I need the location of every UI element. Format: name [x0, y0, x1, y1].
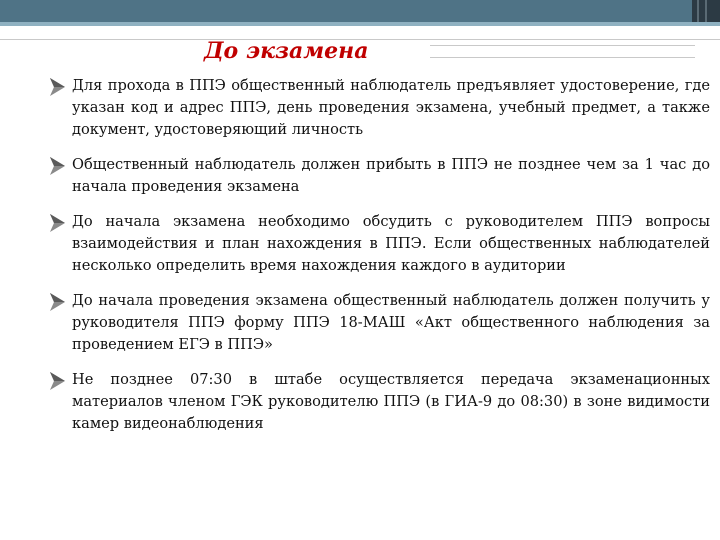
header-accent-line	[0, 22, 720, 26]
header-bar	[0, 0, 720, 22]
arrow-bullet-icon	[48, 292, 68, 312]
arrow-bullet-icon	[48, 77, 68, 97]
bullet-item	[46, 75, 710, 141]
bullet-text: До начала экзамена необходимо обсудить с руководителем ППЭ вопросы взаимодействия и план нахождения в ППЭ. Если общественных наблюдателей несколько определить время нахождения каждого в аудитории	[72, 213, 710, 274]
bullet-item	[46, 290, 710, 356]
arrow-bullet-icon	[48, 156, 68, 176]
bullet-item	[46, 369, 710, 435]
arrow-bullet-icon	[48, 371, 68, 391]
bullet-text: Не позднее 07:30 в штабе осуществляется передача экзаменационных материалов членом ГЭК руководителю ППЭ (в ГИА-9 до 08:30) в зоне видимости камер видеонаблюдения	[72, 371, 710, 432]
header-bar-stripe	[705, 0, 707, 22]
bullet-list	[46, 75, 710, 448]
bullet-text: До начала проведения экзамена общественный наблюдатель должен получить у руководителя ППЭ форму ППЭ 18-МАШ «Акт общественного наблюдения за проведением ЕГЭ в ППЭ»	[72, 292, 710, 353]
bullet-item	[46, 211, 710, 277]
bullet-text: Для прохода в ППЭ общественный наблюдатель предъявляет удостоверение, где указан код и адрес ППЭ, день проведения экзамена, учебный предмет, а также документ, удостоверяющий личность	[72, 77, 710, 138]
header-bar-stripe	[697, 0, 699, 22]
title-rule-line	[430, 57, 695, 58]
bullet-item	[46, 154, 710, 198]
arrow-bullet-icon	[48, 213, 68, 233]
slide-title: До экзамена	[204, 38, 369, 64]
title-rule-line	[430, 45, 695, 46]
bullet-text: Общественный наблюдатель должен прибыть в ППЭ не позднее чем за 1 час до начала проведения экзамена	[72, 156, 710, 195]
